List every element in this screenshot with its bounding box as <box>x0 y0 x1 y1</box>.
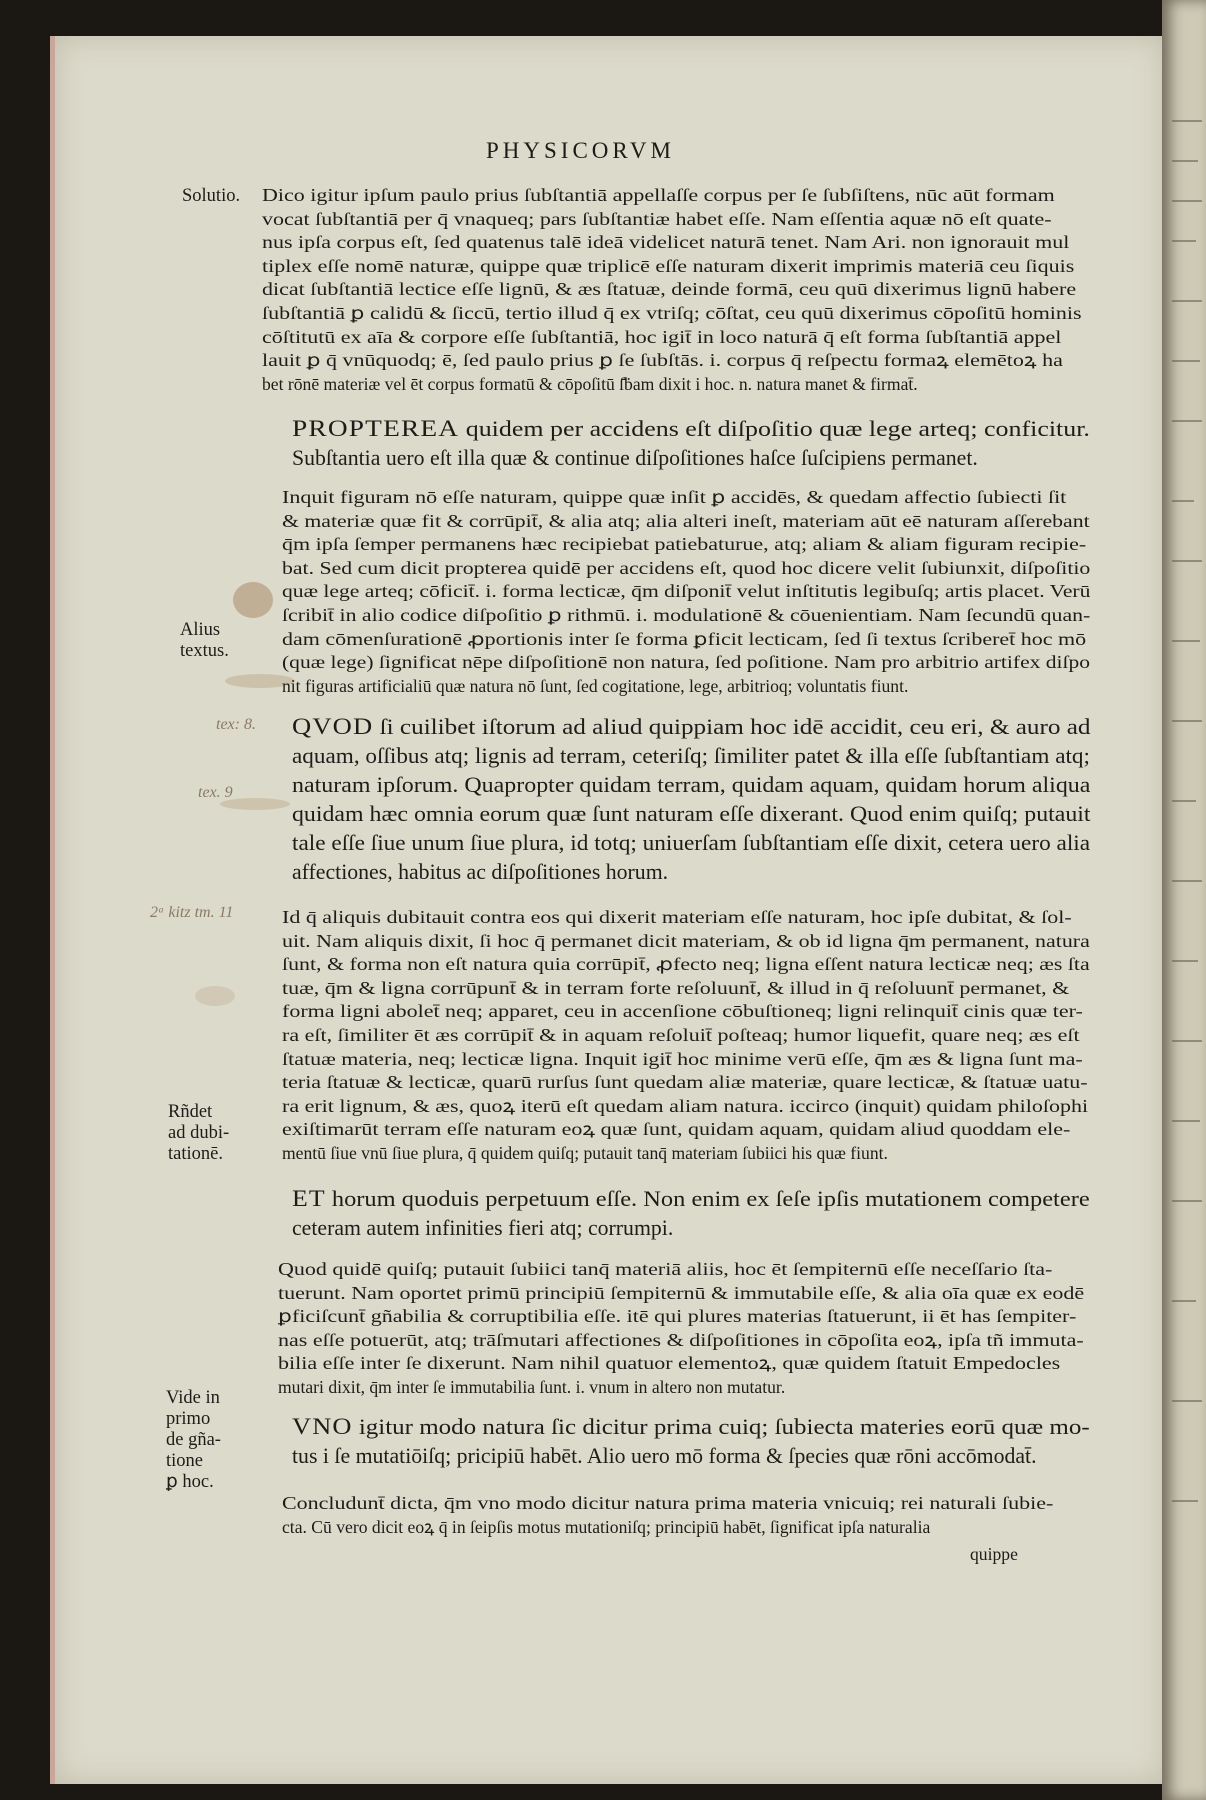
handwritten-tex9: tex. 9 <box>198 784 233 801</box>
text-line: QVOD ſi cuilibet iſtorum ad aliud quippiam hoc idē accidit, ceu eri, & auro ad <box>292 714 1091 739</box>
margin-note-alius-textus: Alius textus. <box>180 620 229 661</box>
text-line: cta. Cū vero dicit eoꝝ q̄ in ſeipſis motus mutationiſq; principiū habēt, ſignificat ipſa naturalia <box>282 1516 931 1537</box>
margin-note-solutio: Solutio. <box>182 186 241 206</box>
text-line: cōſtitutū ex aīa & corpore eſſe ſubſtantiā, hoc igit̄ in loco naturā q̄ eſt forma ſubſtantiā appel <box>262 326 1062 347</box>
ink-stain <box>233 582 273 618</box>
text-line: tale eſſe ſiue unum ſiue plura, id totq; uniuerſam ſubſtantiam eſſe dixit, cetera uero alia <box>292 831 1091 855</box>
text-block-1 <box>292 414 1090 473</box>
text-line: dicat ſubſtantiā lectice eſſe lignū, & æs ſtatuæ, deinde formā, ceu quū dixerimus lignū habere <box>262 279 1077 300</box>
text-line: q̄m ipſa ſemper permanens hæc recipiebat patiebaturue, atq; aliam & aliam figuram recipie- <box>282 534 1087 555</box>
text-line: uit. Nam aliquis dixit, ſi hoc q̄ permanet dicit materiam, & ob id ligna q̄m permanent, natura <box>282 930 1090 951</box>
text-line: nus ipſa corpus eſt, ſed quatenus talē ideā videlicet naturā tenet. Nam Ari. non ignorauit mul <box>262 232 1070 253</box>
handwritten-note: 2ᵃ kitz tm. 11 <box>150 904 234 921</box>
text-line: nas eſſe potuerūt, atq; trāſmutari affectiones & diſpoſitiones in cōpoſita eoꝝ, ipſa tñ immuta- <box>278 1329 1084 1350</box>
text-line: bat. Sed cum dicit propterea quidē per accidens eſt, quod hoc dicere velit ſubiunxit, diſpoſitio <box>282 557 1091 578</box>
text-line: bilia eſſe inter ſe dixerunt. Nam nihil quatuor elementoꝝ, quæ quidem ſtatuit Empedocles <box>278 1353 1061 1374</box>
text-line: Subſtantia uero eſt illa quæ & continue diſpoſitiones haſce ſuſcipiens permanet. <box>292 446 978 470</box>
text-line: VNO igitur modo natura ſic dicitur prima cuiq; ſubiecta materies eorū quæ mo- <box>292 1414 1090 1439</box>
text-line: Dico igitur ipſum paulo prius ſubſtantiā appellaſſe corpus per ſe ſubſiſtens, nūc aūt formam <box>262 185 1055 205</box>
text-line: vocat ſubſtantiā per q̄ vnaqueq; pars ſubſtantiæ habet eſſe. Nam eſſentia aquæ nō eſt quate- <box>262 208 1052 229</box>
text-line: naturam ipſorum. Quapropter quidam terram, quidam aquam, quidam horum aliqua <box>292 773 1091 797</box>
text-line: lauit ꝑ q̄ vnūquodq; ē, ſed paulo prius ꝑ ſe ſubſtās. i. corpus q̄ reſpectu formaꝝ elemētoꝝ ha <box>262 350 1063 371</box>
text-line: tus i ſe mutatiōiſq; pricipiū habēt. Alio uero mō forma & ſpecies quæ rōni accōmodat̄. <box>292 1444 1037 1468</box>
commentary-block-3 <box>282 906 1090 1166</box>
text-line: aquam, oſſibus atq; lignis ad terram, ceteriſq; ſimiliter patet & illa eſſe ſubſtantiam atq; <box>292 744 1090 768</box>
text-line: ſcribit̄ in alio codice diſpoſitio ꝑ rithmū. i. modulationē & cōuenientiam. Nam ſecundū quan- <box>282 604 1091 625</box>
text-line: ET horum quoduis perpetuum eſſe. Non enim ex ſeſe ipſis mutationem competere <box>292 1186 1090 1211</box>
text-line: tiplex eſſe nomē naturæ, quippe quæ triplicē eſſe naturam dixerit imprimis materiā ceu ſiquis <box>262 255 1075 276</box>
text-line: ra eſt, ſimiliter ēt æs corrūpit̄ & in aquam reſoluit̄ poſteaq; humor liquefit, quare neq; æs eſt <box>282 1024 1080 1045</box>
text-line: ra erit lignum, & æs, quoꝝ iterū eſt quedam aliam natura. iccirco (inquit) quidam philoſophi <box>282 1095 1089 1116</box>
text-line: quæ lege arteq; cōficit̄. i. forma lecticæ, q̄m diſponit̄ velut inſtitutis legibuſq; artis placet. Verū <box>282 581 1091 602</box>
text-line: forma ligni abolet̄ neq; apparet, ceu in accenſione cōbuſtioneq; ligni relinquit̄ cinis quæ ter- <box>282 1001 1083 1022</box>
text-line: & materiæ quæ fit & corrūpit̄, & alia atq; alia alteri ineſt, materiam aūt eē naturam aſſerebant <box>282 510 1090 531</box>
running-head: PHYSICORVM <box>486 138 675 163</box>
text-line: Concludunt̄ dicta, q̄m vno modo dicitur natura prima materia vnicuiq; rei naturali ſubie- <box>282 1493 1054 1513</box>
text-line: ceteram autem infinities fieri atq; corrumpi. <box>292 1216 674 1240</box>
text-line: dam cōmenſurationē ꝓportionis inter ſe forma ꝑficit lecticam, ſed ſi textus ſcriberet̄ hoc mō <box>282 628 1087 649</box>
text-line: Id q̄ aliquis dubitauit contra eos qui dixerit materiam eſſe naturam, hoc ipſe dubitat, & ſol- <box>282 907 1072 927</box>
text-line: Quod quidē quiſq; putauit ſubiici tanq̄ materiā aliis, hoc ēt ſempiternū eſſe neceſſario ſta- <box>278 1259 1053 1279</box>
text-line: teria ſtatuæ & lecticæ, quarū rurſus ſunt quedam aliæ materiæ, quare lecticæ, & ſtatuæ uatu- <box>282 1072 1088 1093</box>
text-line: (quæ lege) ſignificat nēpe diſpoſitionē non natura, ſed poſitione. Nam pro arbitrio artifex diſpo <box>282 652 1091 673</box>
catchword: quippe <box>970 1544 1018 1564</box>
handwritten-tex8: tex: 8. <box>216 716 256 733</box>
margin-note-vide: Vide in primo de gña- tione ꝑ hoc. <box>166 1388 221 1492</box>
text-line: tuæ, q̄m & ligna corrūpunt̄ & in terram forte reſoluunt̄, & illud in q̄ reſoluunt̄ permanet, & <box>282 977 1070 998</box>
commentary-block-4 <box>278 1258 1090 1400</box>
text-line: mentū ſiue vnū ſiue plura, q̄ quidem quiſq; putauit tanq̄ materiam ſubiici his quæ fiunt. <box>282 1142 888 1163</box>
text-block-2 <box>292 712 1090 887</box>
text-line: ſtatuæ materia, neq; lecticæ ligna. Inquit igit̄ hoc minime verū eſſe, q̄m æs & ligna ſunt ma- <box>282 1048 1083 1069</box>
text-line: bet rōnē materiæ vel ēt corpus formatū & cōpoſitū ſ̄ḃam dixit i hoc. n. natura manet & firmat̄. <box>262 373 918 394</box>
next-page-edge <box>1162 0 1206 1800</box>
text-line: nit figuras artificialiū quæ natura nō ſunt, ſed cogitatione, lege, arbitrioq; voluntatis fiunt. <box>282 675 909 696</box>
ink-stain <box>195 986 235 1006</box>
text-line: exiſtimarūt terram eſſe naturam eoꝝ quæ ſunt, quidam aquam, quidam aliud quoddam ele- <box>282 1119 1071 1140</box>
text-block-4 <box>292 1412 1090 1471</box>
text-line: quidam hæc omnia eorum quæ ſunt naturam eſſe dixerant. Quod enim quiſq; putauit <box>292 802 1091 826</box>
commentary-block-2 <box>282 486 1090 698</box>
text-line: PROPTEREA quidem per accidens eſt diſpoſitio quæ lege arteq; conficitur. <box>292 416 1090 441</box>
margin-note-respondet: Rñdet ad dubi- tationē. <box>168 1102 230 1164</box>
text-line: Inquit figuram nō eſſe naturam, quippe quæ inſit ꝑ accidēs, & quedam affectio ſubiecti ſit <box>282 487 1067 507</box>
text-line: ſunt, & forma non eſt natura quia corrūpit̄, ꝓfecto neq; ligna eſſent natura lecticæ neq; æs ſta <box>282 954 1090 975</box>
text-line: ꝑficiſcunt̄ gñabilia & corruptibilia eſſe. itē qui plures materias ſtatuerunt, ii ēt has ſempiter- <box>278 1306 1077 1327</box>
commentary-block-5 <box>282 1492 1090 1539</box>
text-line: tuerunt. Nam oportet primū principiū ſempiternū & immutabile eſſe, & alia oīa quæ ex eodē <box>278 1282 1085 1303</box>
text-line: affectiones, habitus ac diſpoſitiones horum. <box>292 860 669 884</box>
text-line: mutari dixit, q̄m inter ſe immutabilia ſunt. i. vnum in altero non mutatur. <box>278 1376 786 1397</box>
text-line: ſubſtantiā ꝑ calidū & ſiccū, tertio illud q̄ ex vtriſq; cōſtat, ceu quū dixerimus cōpoſitū hominis <box>262 302 1082 323</box>
commentary-block-1 <box>262 184 1090 396</box>
text-block-3 <box>292 1184 1090 1243</box>
